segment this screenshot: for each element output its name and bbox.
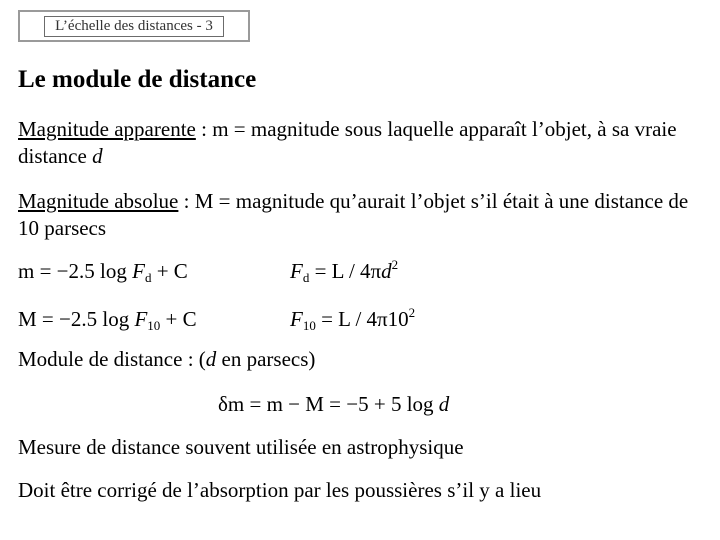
distance-modulus-equation: δm = m − M = −5 + 5 log d [218, 392, 450, 416]
apparent-magnitude-definition: Magnitude apparente : m = magnitude sous laquelle apparaît l’objet, à sa vraie distance d [18, 117, 677, 168]
slide-title: Le module de distance [18, 66, 257, 93]
note-astrophysics-usage: Mesure de distance souvent utilisée en astrophysique [18, 435, 464, 459]
equation-flux-at-10pc: $F_{10} = L / 4\pi 10^2$ [290, 305, 416, 333]
equation-absolute-magnitude: M = −2.5 $\log F_{10} + C$ [18, 307, 197, 333]
apparent-magnitude-term: Magnitude apparente [18, 117, 196, 141]
equation-apparent-magnitude: m = −2.5 $\log F_d + C$ [18, 259, 188, 285]
absolute-magnitude-term: Magnitude absolue [18, 189, 179, 213]
note-dust-absorption: Doit être corrigé de l’absorption par les poussières s’il y a lieu [18, 478, 542, 502]
absolute-magnitude-definition: Magnitude absolue : M = magnitude qu’aurait l’objet s’il était à une distance de 10 parsecs [18, 189, 689, 240]
slide-header-badge [18, 10, 250, 42]
equation-flux-at-d: $F_d = L / 4\pi d^2$ [290, 257, 399, 285]
slide-header-text: L’échelle des distances - 3 [44, 16, 224, 37]
distance-modulus-heading: Module de distance : (d en parsecs) [18, 347, 316, 371]
